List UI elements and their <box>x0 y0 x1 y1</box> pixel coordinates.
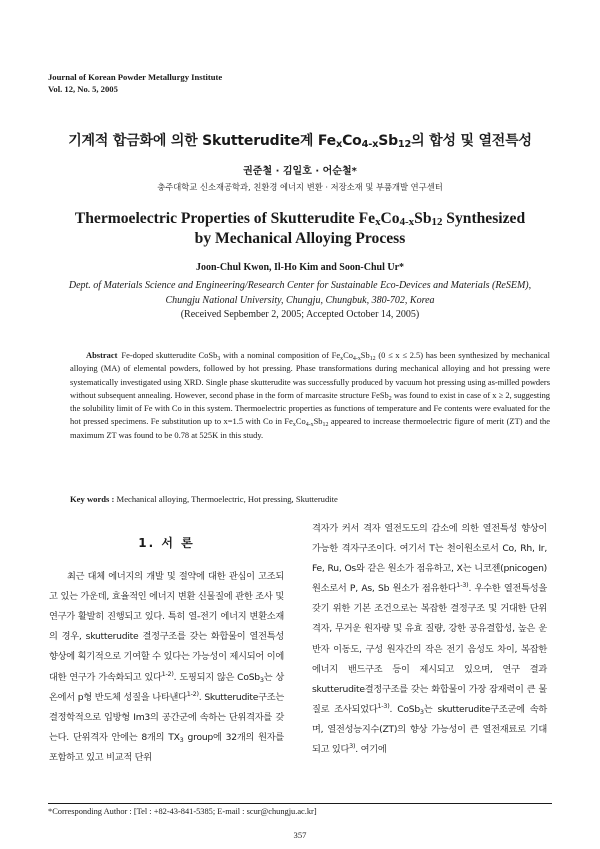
keywords: Key words : Mechanical alloying, Thermoelectric, Hot pressing, Skutterudite <box>70 494 338 504</box>
english-authors: Joon-Chul Kwon, Il-Ho Kim and Soon-Chul Ur* <box>195 262 405 273</box>
journal-header <box>48 71 222 95</box>
footnote-divider <box>48 803 552 804</box>
journal-name: Journal of Korean Powder Metallurgy Institute <box>48 72 223 82</box>
intro-paragraph-continued: 격자가 커서 격자 열전도도의 감소에 의한 열전특성 향상이 가능한 격자구조이다. 여기서 T는 천이원소로서 Co, Rh, Ir, Fe, Ru, Os와 같은 원소가 점유하고, X는 니코젠(pnicogen) 원소로서 P, As, Sb 원소가 점유한다$^{1-3)}$. 우수한 열전특성을 갖기 위한 기본 조건으로는 복잡한 결정구조 및 거대한 단위격자, 무거운 원자량 및 유효 질량, 강한 공유결합성, 높은 운반자 이동도, 구성 원자간의 작은 전기 음성도 차이, 복잡한 에너지 밴드구조 등이 제시되고 있으며, 연구 결과 skutterudite결정구조를 갖는 화합물이 가장 잠재력이 큰 물질로 조사되었다$^{1-3)}$. CoSb$_3$는 skutterudite구조군에 속하며, 열전성능지수(ZT)의 향상 가능성이 큰 열전재료로 기대되고 있다$^{3)}$. 여기에 <box>312 523 547 756</box>
korean-authors: 권준철 · 김일호 · 어순철* <box>243 166 357 177</box>
abstract-label: Abstract <box>86 350 118 360</box>
intro-paragraph: 최근 대체 에너지의 개발 및 절약에 대한 관심이 고조되고 있는 가운데, 효율적인 에너지 변환 신물질에 관한 조사 및 연구가 활발히 진행되고 있다. 특히 열-전기 에너지 변환소재의 경우, skutterudite 결정구조를 갖는 화합물이 열전특성 향상에 획기적으로 기여할 수 있다는 가능성이 제시되어 이에 대한 연구가 가속화되고 있다$^{1-2)}$. 도핑되지 않은 CoSb$_3$는 상온에서 p형 반도체 성질을 나타낸다$^{1-2)}$. Skutterudite구조는 결정학적으로 입방형 Im3의 공간군에 속하는 단위격자를 갖는다. 단위격자 안에는 8개의 $TX_3$ group에 32개의 원자를 포함하고 있고 비교적 단위 <box>49 571 285 763</box>
keywords-label: Key words : <box>70 494 115 504</box>
page-number: 357 <box>293 830 307 840</box>
section-heading: 1. 서 론 <box>138 536 195 550</box>
english-title: Thermoelectric Properties of Skutterudite $Fe_xCo_{4-x}Sb_{12}$ Synthesized by Mechanical Alloying Process <box>74 210 526 247</box>
english-affiliation: Dept. of Materials Science and Engineering/Research Center for Sustainable Eco-Devices and Materials (ReSEM), Chungju National University, Chungju, Chungbuk, 380-702, Korea <box>68 280 532 306</box>
received-dates: (Received Sepbember 2, 2005; Accepted October 14, 2005) <box>180 309 420 320</box>
body-column-right <box>312 519 547 760</box>
korean-title: 기계적 합금화에 의한 Skutterudite계 $Fe_xCo_{4-x}Sb_{12}$의 합성 및 열전특성 <box>68 133 532 150</box>
corresponding-author-footnote: *Corresponding Author : [Tel : +82-43-841-5385; E-mail : scur@chungju.ac.kr] <box>48 807 317 816</box>
korean-affiliation: 충주대학교 신소재공학과, 친환경 에너지 변환 · 저장소재 및 부품개발 연구센터 <box>157 182 443 192</box>
body-column-left <box>49 520 284 768</box>
journal-volume: Vol. 12, No. 5, 2005 <box>48 84 118 94</box>
abstract: Abstract Fe-doped skutterudite CoSb$_3$ with a nominal composition of $Fe_xCo_{4-x}Sb_{12}$ (0 ≤ x ≤ 2.5) has been synthesized by mechanical alloying (MA) of elemental powders, followed by hot pressing. Phase transformations during mechanical alloying and hot pressing were systematically investigated using XRD. Single phase skutterudite was successfully produced by vacuum hot pressing using as-milled powders without subsequent annealing. However, second phase in the form of marcasite structure FeSb$_2$ was found to exist in case of x ≥ 2, suggesting the solubility limit of Fe with Co in this system. Thermoelectric properties as functions of temperature and Fe contents were evaluated for the hot pressed specimens. Fe substitution up to x=1.5 with Co in $Fe_xCo_{4-x}Sb_{12}$ appeared to increase thermoelectric figure of merit (ZT) and the maximum ZT was found to be 0.78 at 525K in this study. <box>70 350 551 440</box>
